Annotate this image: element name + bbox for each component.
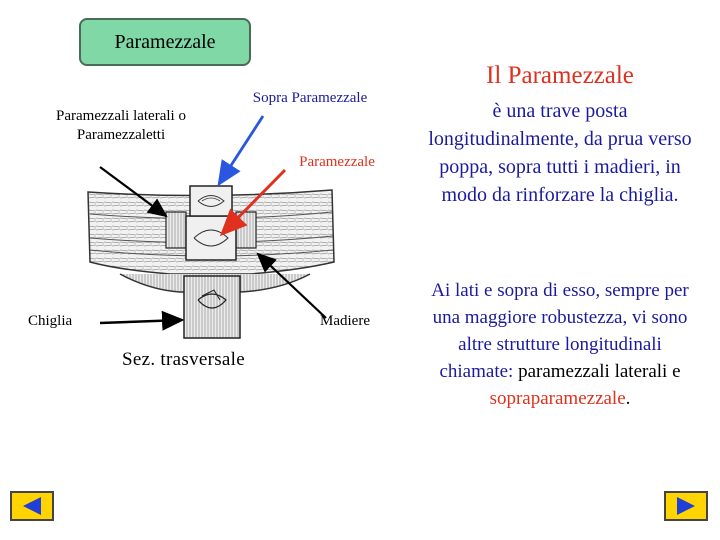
keel-shape	[120, 274, 310, 338]
label-paramezzale: Paramezzale	[299, 154, 375, 170]
conjunction: e	[672, 361, 681, 382]
arrow-sopra	[219, 116, 263, 184]
label-madiere: Madiere	[320, 313, 370, 329]
label-lateral-stringers: Paramezzali laterali o Paramezzaletti	[56, 108, 186, 143]
label-cross-section: Sez. trasversale	[122, 349, 245, 370]
description-paragraph-2	[420, 277, 700, 412]
sopraparamezzale-block	[190, 186, 232, 216]
label-sopraparamezzale: Sopra Paramezzale	[252, 90, 368, 106]
title-text: Paramezzale	[114, 30, 216, 53]
label-chiglia: Chiglia	[28, 313, 73, 329]
description-paragraph-2-text: Ai lati e sopra di esso, sempre per una maggiore robustezza, vi sono altre strutture longitudinali chiamate:	[431, 280, 689, 382]
next-button[interactable]	[664, 491, 708, 521]
term-sopraparamezzale: sopraparamezzale	[489, 388, 626, 409]
arrow-chiglia	[100, 320, 182, 323]
previous-button[interactable]	[10, 491, 54, 521]
paragraph-end: .	[625, 388, 631, 409]
term-paramezzali-laterali: paramezzali laterali	[518, 361, 668, 382]
description-title: Il Paramezzale	[486, 62, 634, 89]
triangle-right-icon	[677, 497, 695, 515]
paramezzale-block	[186, 216, 236, 260]
triangle-left-icon	[23, 497, 41, 515]
description-paragraph-1: è una trave posta longitudinalmente, da prua verso poppa, sopra tutti i madieri, in modo da rinforzare la chiglia.	[428, 100, 692, 206]
